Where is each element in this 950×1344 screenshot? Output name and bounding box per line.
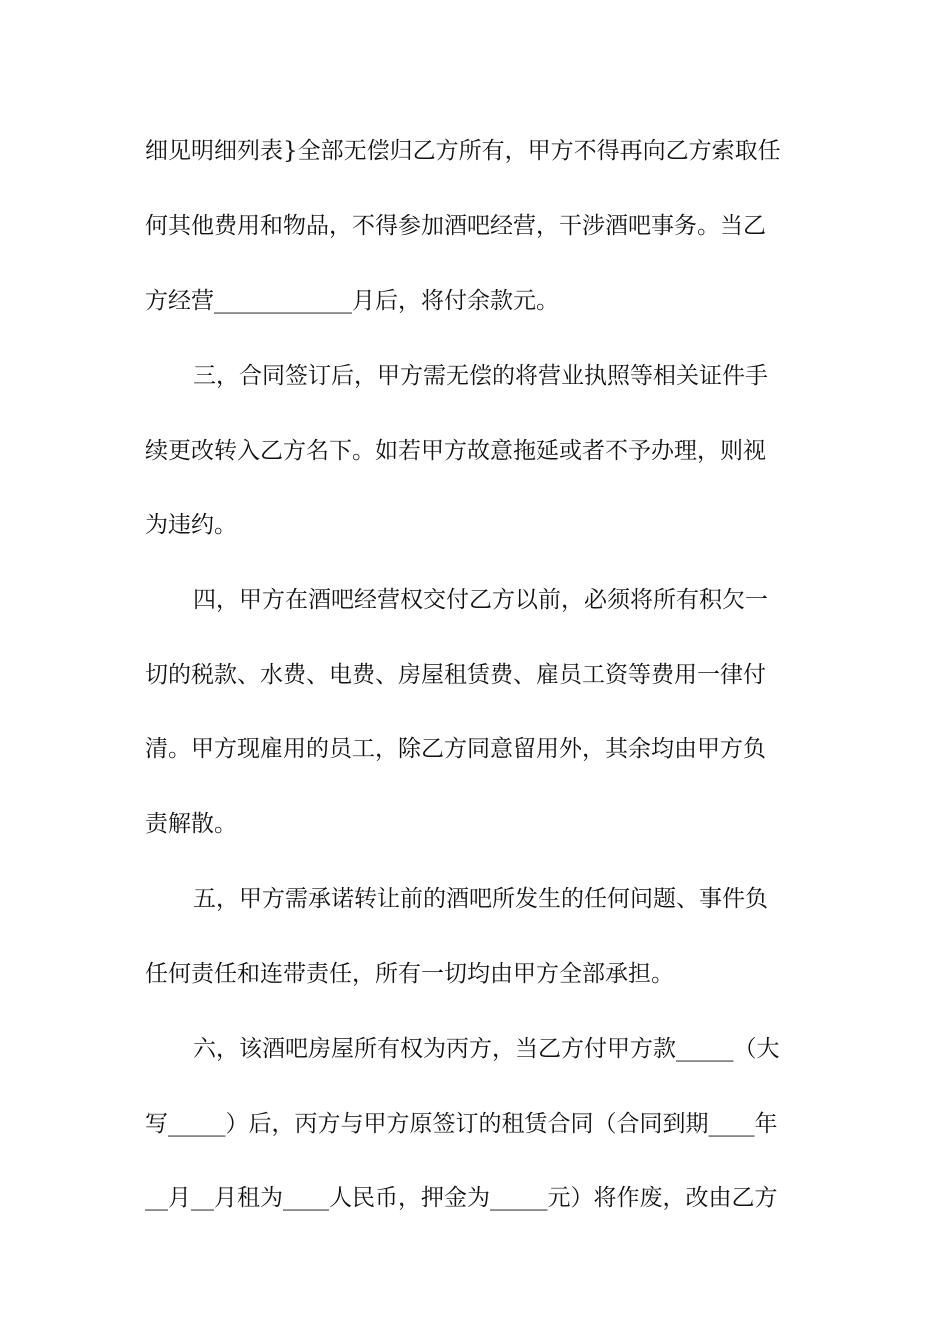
text-line: __月__月租为____人民币，押金为_____元）将作废，改由乙方 [145,1185,778,1211]
text-line: 切的税款、水费、电费、房屋租赁费、雇员工资等费用一律付 [145,662,766,688]
clause-four-line: 四，甲方在酒吧经营权交付乙方以前，必须将所有积欠一 [193,587,768,613]
text-line: 细见明细列表}全部无偿归乙方所有，甲方不得再向乙方索取任 [145,138,781,164]
clause-five-line: 五，甲方需承诺转让前的酒吧所发生的任何问题、事件负 [193,886,768,912]
text-line: 方经营____________月后，将付余款元。 [145,288,559,314]
text-line: 责解散。 [145,811,237,837]
clause-six-line: 六，该酒吧房屋所有权为丙方，当乙方付甲方款_____（大 [193,1036,780,1062]
text-line: 任何责任和连带责任，所有一切均由甲方全部承担。 [145,961,674,987]
clause-three-line: 三，合同签订后，甲方需无偿的将营业执照等相关证件手 [193,363,768,389]
text-line: 为违约。 [145,512,237,538]
text-line: 清。甲方现雇用的员工，除乙方同意留用外，其余均由甲方负 [145,736,766,762]
text-line: 续更改转入乙方名下。如若甲方故意拖延或者不予办理，则视 [145,438,766,464]
text-line: 何其他费用和物品，不得参加酒吧经营，干涉酒吧事务。当乙 [145,213,766,239]
text-line: 写_____）后，丙方与甲方原签订的租赁合同（合同到期____年 [145,1111,778,1137]
